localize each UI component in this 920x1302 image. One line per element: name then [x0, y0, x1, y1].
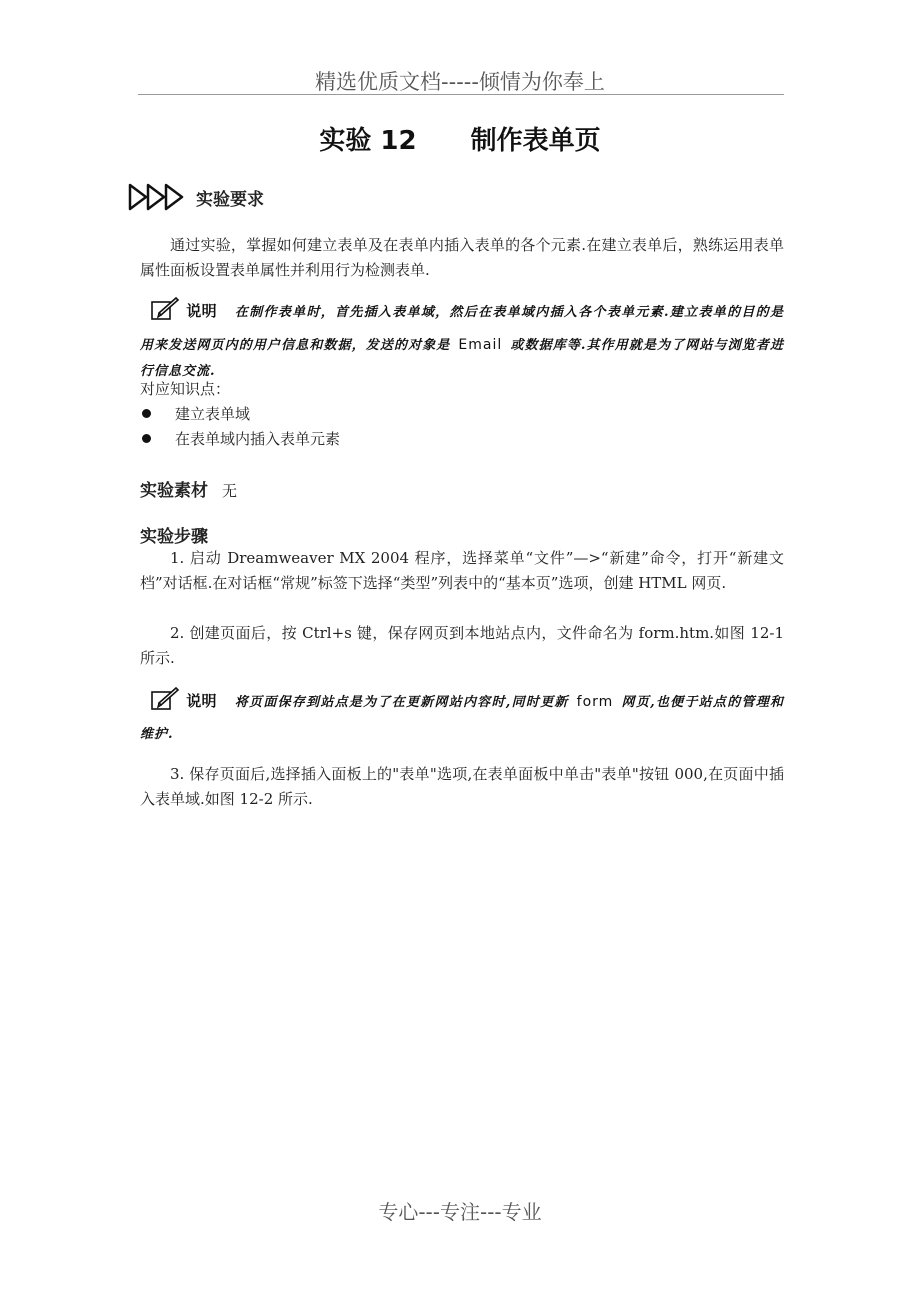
- requirements-heading: [128, 182, 264, 212]
- title-part-1: 实验 12: [319, 126, 417, 156]
- note-2-label: 说明: [186, 692, 217, 710]
- pencil-note-icon: [150, 296, 180, 332]
- note-1: [140, 296, 784, 385]
- materials-label: 实验素材: [140, 481, 208, 501]
- bullet-icon: [142, 409, 151, 418]
- requirements-body: 通过实验，掌握如何建立表单及在表单内插入表单的各个元素.在建立表单后，熟练运用表单属性面板设置表单属性并利用行为检测表单.: [140, 236, 784, 279]
- list-item: [140, 428, 340, 449]
- note-1-email: Email: [458, 337, 503, 353]
- bullet-icon: [142, 434, 151, 443]
- pencil-note-icon: [150, 686, 180, 722]
- page-footer: 专心---专注---专业: [378, 1200, 542, 1224]
- title-part-2: 制作表单页: [470, 126, 601, 156]
- step-2: 2. 创建页面后，按 Ctrl+s 键，保存网页到本地站点内，文件命名为 form.htm.如图 12-1 所示.: [140, 624, 784, 667]
- header-divider: [138, 94, 784, 95]
- list-item-label: 在表单域内插入表单元素: [175, 430, 341, 448]
- note-1-text-b: 或数据库等.其作用就是为了网站与浏览者进行信息交流.: [140, 338, 784, 379]
- page-header: 精选优质文档-----倾情为你奉上: [315, 70, 605, 94]
- list-item: [140, 403, 250, 424]
- note-2-form: form: [576, 694, 614, 710]
- knowledge-heading: 对应知识点：: [140, 380, 231, 398]
- note-1-label: 说明: [186, 302, 217, 320]
- step-1: 1. 启动 Dreamweaver MX 2004 程序，选择菜单“文件”—>“新建”命令，打开“新建文档”对话框.在对话框“常规”标签下选择“类型”列表中的“基本页”选项，创建 HTML 网页.: [140, 549, 784, 592]
- step-3: 3. 保存页面后,选择插入面板上的"表单"选项,在表单面板中单击"表单"按钮 000,在页面中插入表单域.如图 12-2 所示.: [140, 765, 784, 808]
- steps-heading: 实验步骤: [140, 527, 208, 547]
- note-2-text-b: 网页,也便于站点的管理和维护.: [140, 695, 784, 742]
- note-1-text-a: 在制作表单时，首先插入表单域，然后在表单域内插入各个表单元素.建立表单的目的是用来发送网页内的用户信息和数据，发送的对象是: [140, 305, 784, 353]
- materials-value: 无: [222, 482, 238, 500]
- note-2: [140, 686, 784, 748]
- note-2-text-a: 将页面保存到站点是为了在更新网站内容时,同时更新: [234, 695, 569, 710]
- list-item-label: 建立表单域: [175, 405, 251, 423]
- materials-section: [140, 476, 237, 501]
- requirements-heading-label: 实验要求: [196, 189, 264, 210]
- page-title: [0, 120, 920, 157]
- triple-arrow-icon: [128, 182, 188, 212]
